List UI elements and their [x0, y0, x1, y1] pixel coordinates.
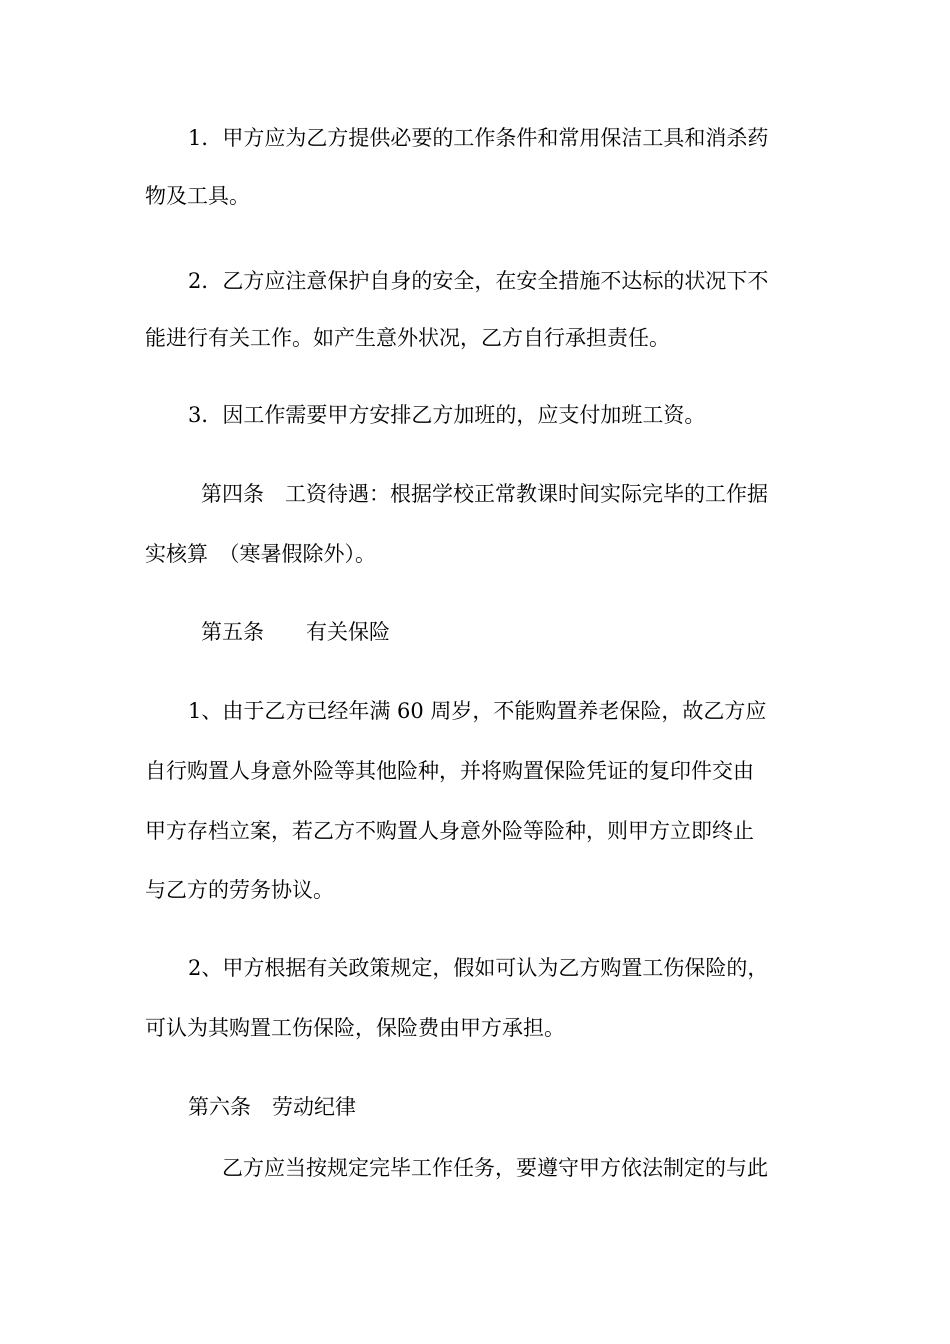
clause-2-line-1: 2．乙方应注意保护自身的安全，在安全措施不达标的状况下不 [188, 269, 769, 293]
article-5-heading: 第五条 有关保险 [201, 620, 390, 644]
insurance-1-line-4: 与乙方的劳务协议。 [145, 878, 334, 902]
clause-3-line-1: 3．因工作需要甲方安排乙方加班的，应支付加班工资。 [188, 403, 706, 427]
insurance-1-line-1: 1、由于乙方已经年满 60 周岁，不能购置养老保险，故乙方应 [188, 699, 767, 723]
clause-2-line-2: 能进行有关工作。如产生意外状况，乙方自行承担责任。 [145, 326, 670, 350]
clause-1-line-2: 物及工具。 [145, 184, 250, 208]
insurance-1-line-2: 自行购置人身意外险等其他险种，并将购置保险凭证的复印件交由 [145, 759, 754, 783]
insurance-2-line-2: 可认为其购置工伤保险，保险费由甲方承担。 [145, 1016, 565, 1040]
article-4-line-1: 第四条 工资待遇：根据学校正常教课时间实际完毕的工作据 [201, 482, 768, 506]
insurance-1-line-3: 甲方存档立案，若乙方不购置人身意外险等险种，则甲方立即终止 [145, 819, 754, 843]
clause-1-line-1: 1．甲方应为乙方提供必要的工作条件和常用保洁工具和消杀药 [188, 126, 769, 150]
article-4-line-2: 实核算 （寒暑假除外）。 [145, 542, 376, 566]
discipline-line-1: 乙方应当按规定完毕工作任务，要遵守甲方依法制定的与此 [222, 1156, 768, 1180]
insurance-2-line-1: 2、甲方根据有关政策规定，假如可认为乙方购置工伤保险的， [188, 956, 769, 980]
article-6-heading: 第六条 劳动纪律 [188, 1095, 356, 1119]
